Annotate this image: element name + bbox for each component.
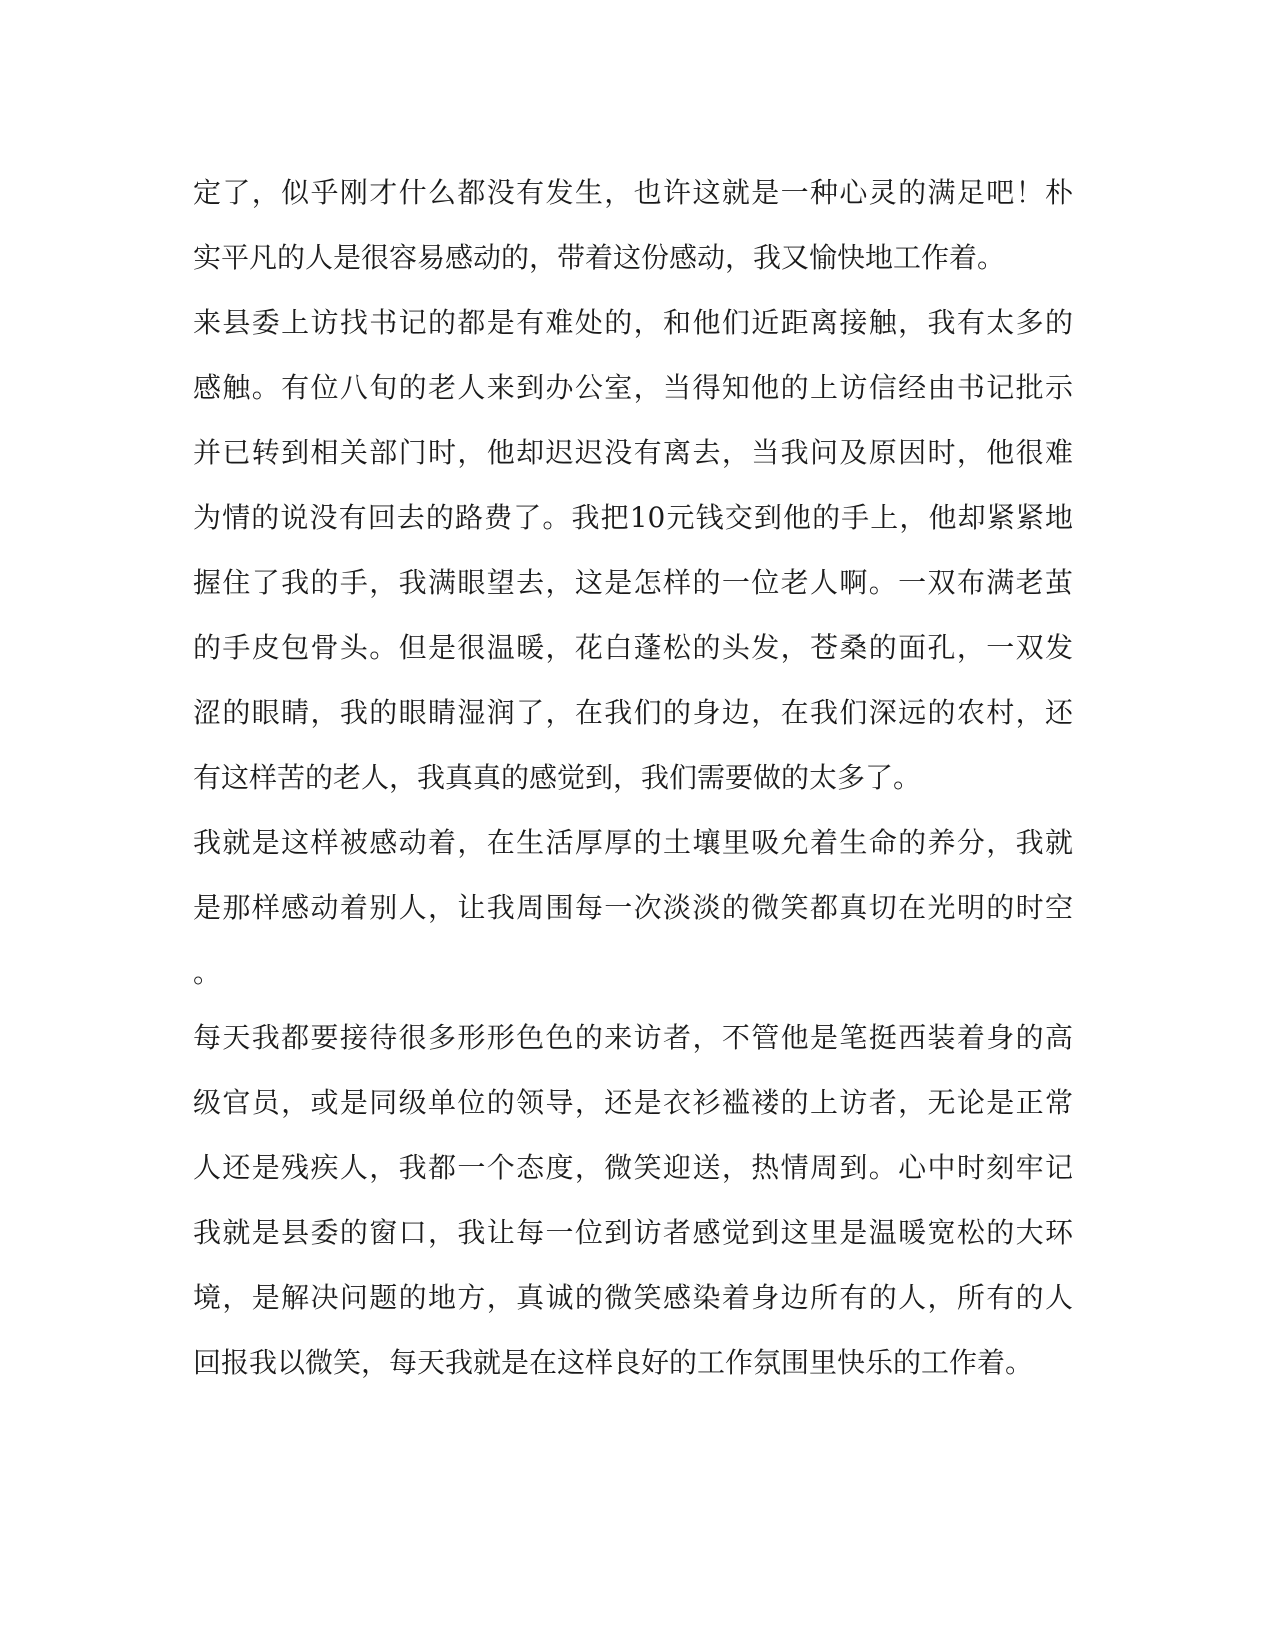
text-line: 感触。有位八旬的老人来到办公室，当得知他的上访信经由书记批示 [193, 371, 1073, 404]
text-line: 回报我以微笑，每天我就是在这样良好的工作氛围里快乐的工作着。 [193, 1346, 1034, 1379]
text-line: 是那样感动着别人，让我周围每一次淡淡的微笑都真切在光明的时空 [193, 891, 1073, 924]
paragraph-1 [193, 160, 1073, 290]
text-line: 来县委上访找书记的都是有难处的，和他们近距离接触，我有太多的 [193, 306, 1073, 339]
paragraph-4 [193, 1005, 1073, 1395]
text-line: 境，是解决问题的地方，真诚的微笑感染着身边所有的人，所有的人 [193, 1281, 1073, 1314]
text-line: 实平凡的人是很容易感动的，带着这份感动，我又愉快地工作着。 [193, 241, 1006, 274]
text-line: 的手皮包骨头。但是很温暖，花白蓬松的头发，苍桑的面孔，一双发 [193, 631, 1073, 664]
text-line: 。 [193, 956, 222, 989]
paragraph-2 [193, 290, 1073, 810]
text-line: 定了，似乎刚才什么都没有发生，也许这就是一种心灵的满足吧！朴 [193, 176, 1073, 209]
paragraph-3 [193, 810, 1073, 1005]
text-line: 有这样苦的老人，我真真的感觉到，我们需要做的太多了。 [193, 761, 922, 794]
text-line: 人还是残疾人，我都一个态度，微笑迎送，热情周到。心中时刻牢记 [193, 1151, 1073, 1184]
text-line: 并已转到相关部门时，他却迟迟没有离去，当我问及原因时，他很难 [193, 436, 1073, 469]
text-line: 每天我都要接待很多形形色色的来访者，不管他是笔挺西装着身的高 [193, 1021, 1073, 1054]
document-body [193, 160, 1073, 1395]
text-line: 我就是这样被感动着，在生活厚厚的土壤里吸允着生命的养分，我就 [193, 826, 1073, 859]
text-line: 握住了我的手，我满眼望去，这是怎样的一位老人啊。一双布满老茧 [193, 566, 1073, 599]
text-line: 为情的说没有回去的路费了。我把10元钱交到他的手上，他却紧紧地 [193, 501, 1073, 534]
text-line: 级官员，或是同级单位的领导，还是衣衫褴褛的上访者，无论是正常 [193, 1086, 1073, 1119]
text-line: 我就是县委的窗口，我让每一位到访者感觉到这里是温暖宽松的大环 [193, 1216, 1073, 1249]
text-line: 涩的眼睛，我的眼睛湿润了，在我们的身边，在我们深远的农村，还 [193, 696, 1073, 729]
